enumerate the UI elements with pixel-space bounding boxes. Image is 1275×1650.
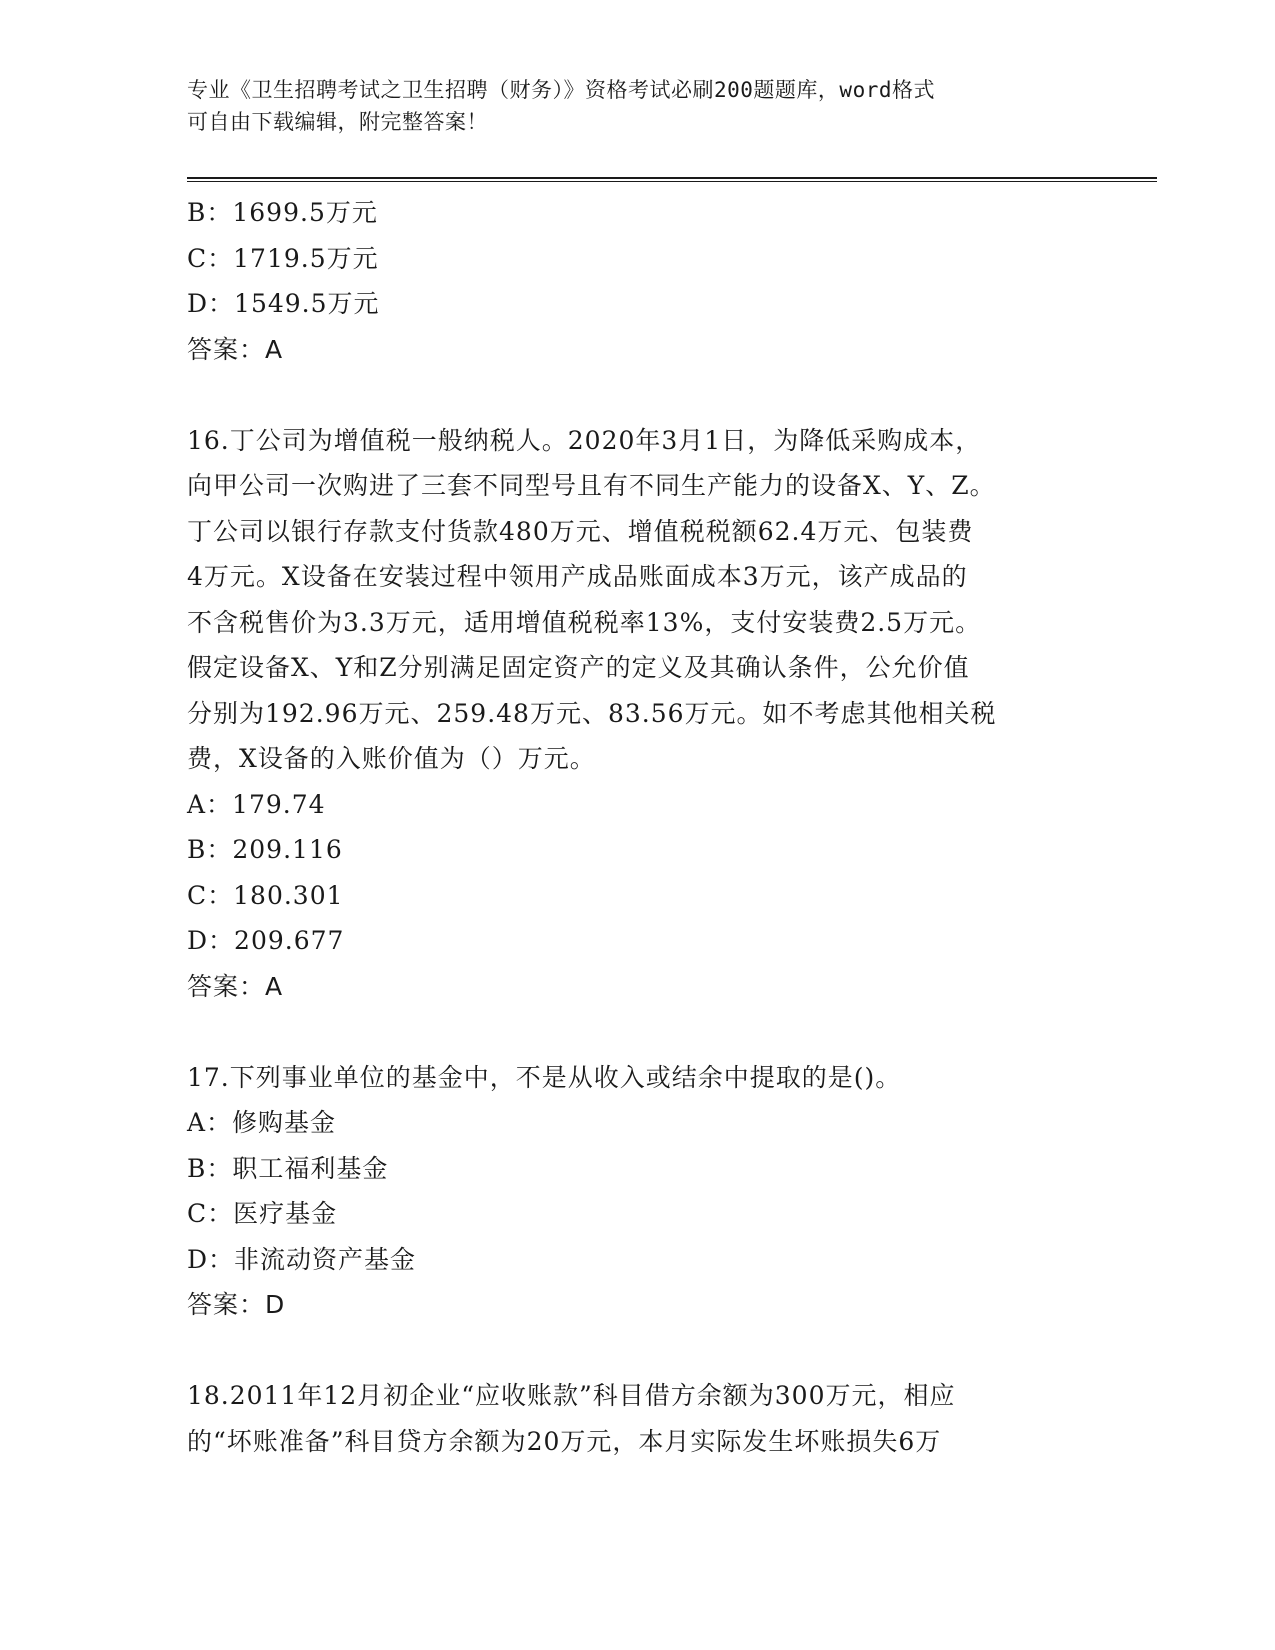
question-stem-line: 费，X设备的入账价值为（）万元。 (187, 744, 596, 773)
option-d: D：1549.5万元 (187, 289, 380, 318)
option-c: C：医疗基金 (187, 1199, 338, 1228)
question-list (187, 190, 1087, 1464)
question-15-tail (187, 190, 1087, 372)
question-stem-line: 假定设备X、Y和Z分别满足固定资产的定义及其确认条件，公允价值 (187, 653, 970, 682)
option-b: B：职工福利基金 (187, 1153, 389, 1183)
spacer (187, 1328, 1087, 1374)
question-stem-line: 18.2011年12月初企业“应收账款”科目借方余额为300万元，相应 (187, 1381, 956, 1410)
header-divider (187, 177, 1157, 182)
question-stem-line: 16.丁公司为增值税一般纳税人。2020年3月1日，为降低采购成本， (187, 425, 982, 455)
answer: 答案：D (187, 1290, 286, 1319)
option-a: A：179.74 (187, 789, 326, 819)
question-stem-line: 17.下列事业单位的基金中，不是从收入或结余中提取的是()。 (187, 1062, 902, 1092)
question-stem-line: 丁公司以银行存款支付货款480万元、增值税税额62.4万元、包装费 (187, 516, 974, 546)
answer: 答案：A (187, 334, 284, 364)
header-title-line-1: 专业《卫生招聘考试之卫生招聘（财务）》资格考试必刷200题题库，word格式 (187, 78, 935, 102)
question-stem-line: 向甲公司一次购进了三套不同型号且有不同生产能力的设备X、Y、Z。 (187, 471, 996, 500)
question-17 (187, 1055, 1087, 1328)
option-c: C：1719.5万元 (187, 243, 379, 273)
option-c: C：180.301 (187, 880, 344, 910)
question-18 (187, 1373, 1087, 1464)
option-b: B：1699.5万元 (187, 198, 378, 227)
document-header (187, 74, 1067, 138)
question-stem-line: 不含税售价为3.3万元，适用增值税税率13%，支付安装费2.5万元。 (187, 607, 982, 637)
answer: 答案：A (187, 971, 284, 1001)
spacer (187, 372, 1087, 418)
option-d: D：209.677 (187, 926, 345, 955)
question-stem-line: 的“坏账准备”科目贷方余额为20万元，本月实际发生坏账损失6万 (187, 1426, 942, 1456)
spacer (187, 1009, 1087, 1055)
question-16 (187, 418, 1087, 1010)
question-stem-line: 分别为192.96万元、259.48万元、83.56万元。如不考虑其他相关税 (187, 698, 997, 728)
header-title-line-2: 可自由下载编辑，附完整答案！ (187, 110, 488, 134)
option-d: D：非流动资产基金 (187, 1244, 417, 1274)
option-b: B：209.116 (187, 835, 343, 864)
option-a: A：修购基金 (187, 1108, 337, 1137)
question-stem-line: 4万元。X设备在安装过程中领用产成品账面成本3万元，该产成品的 (187, 562, 968, 591)
